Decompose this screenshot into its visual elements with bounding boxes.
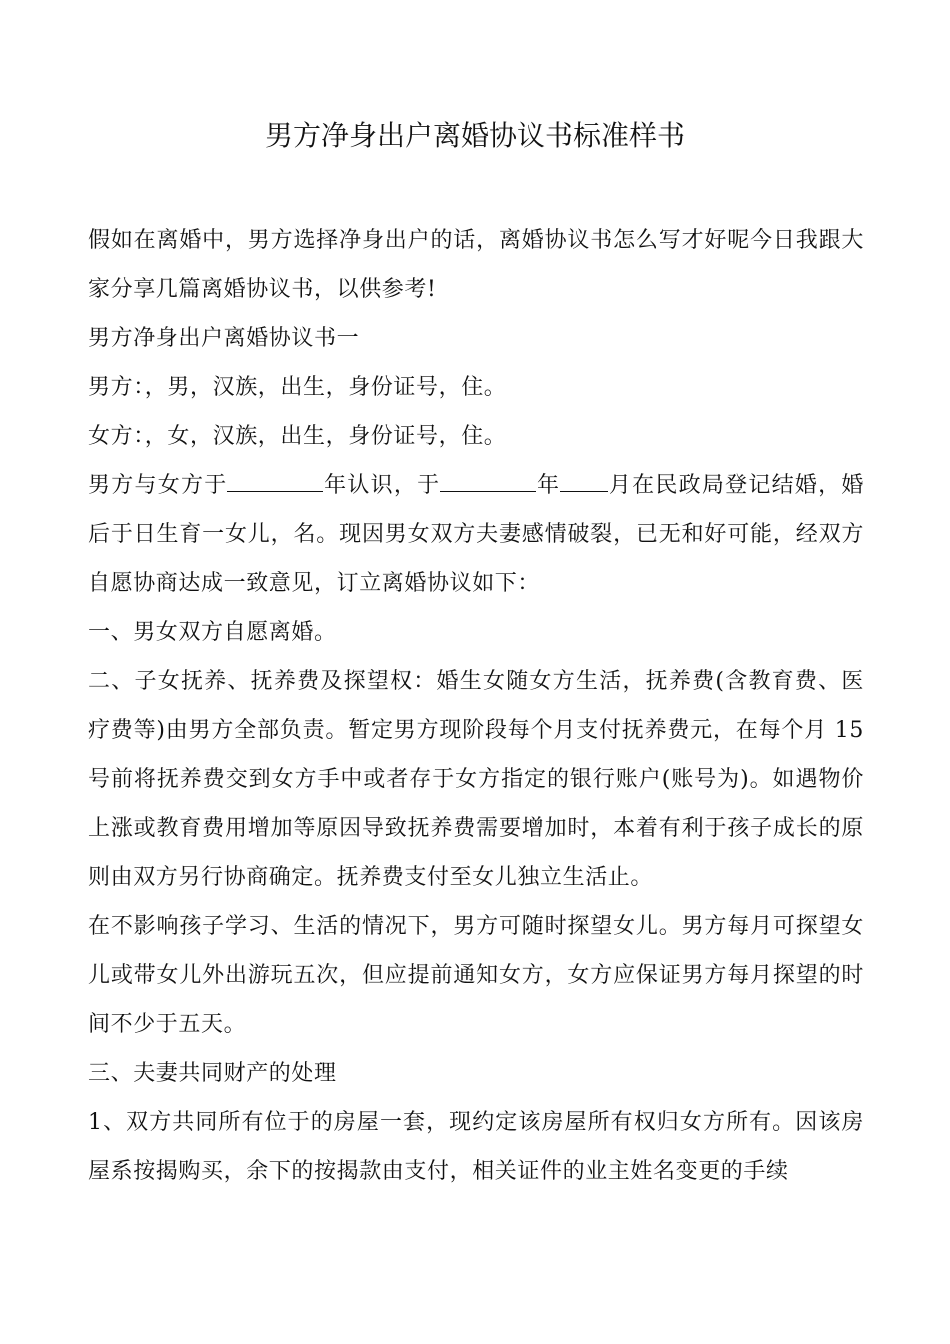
marriage-text-3: 年 bbox=[536, 473, 561, 498]
marriage-text-2: 年认识，于 bbox=[323, 473, 441, 498]
clause-three-heading: 三、夫妻共同财产的处理 bbox=[88, 1061, 337, 1086]
husband-info: 男方：，男，汉族，出生，身份证号，住。 bbox=[88, 375, 507, 400]
document-title: 男方净身出户离婚协议书标准样书 bbox=[264, 119, 685, 152]
blank-underline bbox=[560, 467, 608, 492]
clause-two: 二、子女抚养、抚养费及探望权：婚生女随女方生活，抚养费(含教育费、医疗费等)由男方全部负责。暂定男方现阶段每个月支付抚养费元，在每个月 15 号前将抚养费交到女方手中或者存于女方指定的银行账户(账号为)。如遇物价上涨或教育费用增加等原因导致抚养费需要增加时，本着有利于孩子成长的原则由双方另行协商确定。抚养费支付至女儿独立生活止。 bbox=[88, 669, 864, 890]
intro-paragraph: 假如在离婚中，男方选择净身出户的话，离婚协议书怎么写才好呢今日我跟大家分享几篇离婚协议书，以供参考! bbox=[88, 228, 864, 302]
marriage-text-4: 月在民政局登记结婚，婚后于日生育一女儿，名。现因男女双方夫妻感情破裂，已无和好可能，经双方自愿协商达成一致意见，订立离婚协议如下： bbox=[88, 473, 864, 596]
blank-underline bbox=[227, 467, 323, 492]
property-item-one: 1、双方共同所有位于的房屋一套，现约定该房屋所有权归女方所有。因该房屋系按揭购买，余下的按揭款由支付，相关证件的业主姓名变更的手续 bbox=[88, 1110, 864, 1184]
clause-one: 一、男女双方自愿离婚。 bbox=[88, 620, 337, 645]
wife-info: 女方：，女，汉族，出生，身份证号，住。 bbox=[88, 424, 507, 449]
marriage-paragraph bbox=[88, 461, 864, 608]
blank-underline bbox=[440, 467, 536, 492]
marriage-text-1: 男方与女方于 bbox=[88, 473, 228, 498]
agreement-subheading: 男方净身出户离婚协议书一 bbox=[88, 326, 360, 351]
visitation-paragraph: 在不影响孩子学习、生活的情况下，男方可随时探望女儿。男方每月可探望女儿或带女儿外出游玩五次，但应提前通知女方，女方应保证男方每月探望的时间不少于五天。 bbox=[88, 914, 864, 1037]
document-body bbox=[88, 216, 864, 1196]
